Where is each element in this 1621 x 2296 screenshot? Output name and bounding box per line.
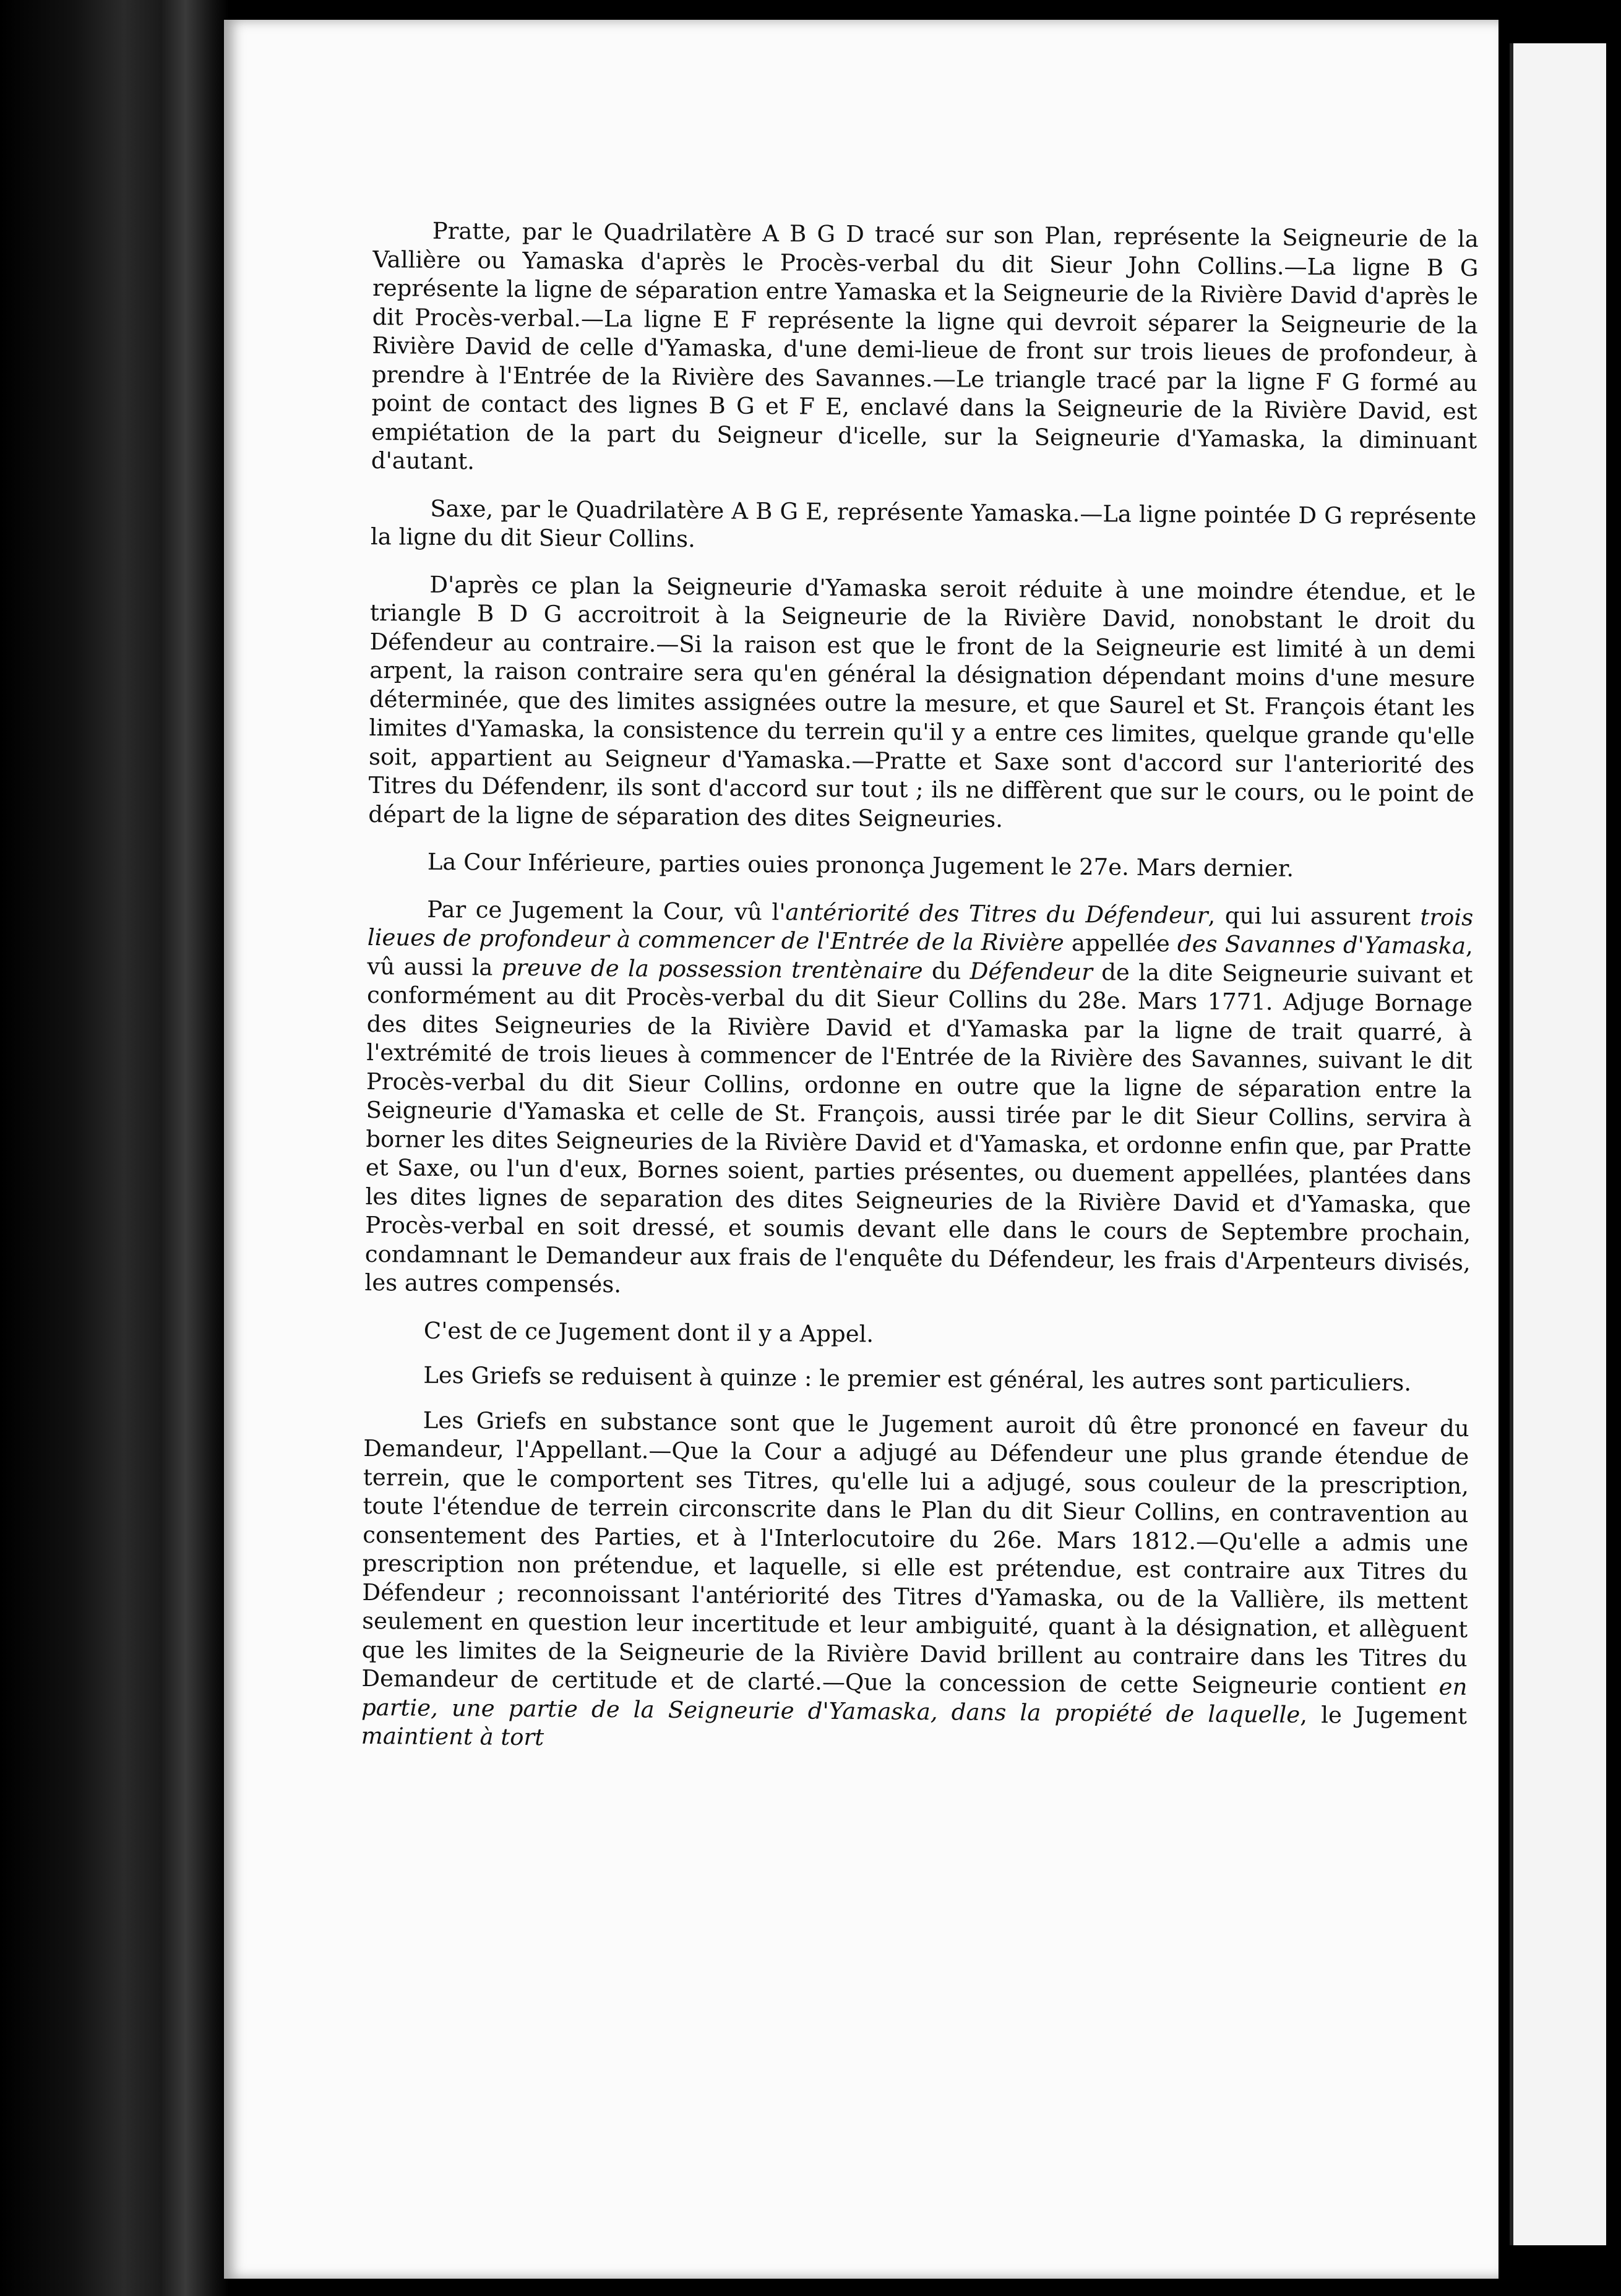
paragraph-8 — [361, 1405, 1469, 1759]
text-segment-italic: en partie, une partie de la Seigneurie d'Yamaska, dans la propiété de laquelle — [361, 1673, 1468, 1728]
text-column — [361, 216, 1479, 1778]
text-segment: Les Griefs en substance sont que le Jugement auroit dû être prononcé en faveur du Demandeur, l'Appellant.—Que la Cour a adjugé au Défendeur une plus grande étendue de terrein, que le comportent ses Titres, qu'elle lui a adjugé, sous couleur de la prescription, toute l'étendue de terrein circonscrite dans le Plan du dit Sieur Collins, en contravention au consentement des Parties, et à l'Interlocutoire du 26e. Mars 1812.—Qu'elle a admis une prescription non prétendue, et laquelle, si elle est prétendue, est contraire aux Titres du Défendeur ; reconnoissant l'antériorité des Titres d'Yamaska, ou de la Vallière, ils mettent seulement en question leur incertitude et leur ambiguité, quant à la désignation, et allèguent que les limites de la Seigneurie de la Rivière David brillent au contraire dans les Titres du Demandeur de certitude et de clarté.—Que la concession de cette Seigneurie contient — [361, 1407, 1469, 1700]
paragraph-2 — [371, 494, 1477, 560]
text-segment: C'est de ce Jugement dont il y a Appel. — [423, 1317, 874, 1347]
paragraph-4 — [368, 847, 1474, 885]
text-segment-italic: Défendeur — [970, 957, 1093, 985]
text-segment: de la dite Seigneurie suivant et conformément au dit Procès-verbal du dit Sieur Collins du 28e. Mars 1771. Adjuge Bornage des dites Seigneuries de la Rivière David et d'Yamaska par la ligne de trait quarré, à l'extrémité de trois lieues à commencer de l'Entrée de la Rivière des Savannes, suivant le dit Procès-verbal du dit Sieur Collins, ordonne en outre que la ligne de séparation entre la Seigneurie d'Yamaska et celle de St. François, aussi tirée par le dit Sieur Collins, servira à borner les dites Seigneuries de la Rivière David et d'Yamaska, et ordonne enfin que, par Pratte et Saxe, ou l'un d'eux, Bornes soient, parties présentes, ou duement appellées, plantées dans les dites lignes de separation des dites Seigneuries de la Rivière David et d'Yamaska, que Procès-verbal en soit dressé, et soumis devant elle dans le cours de Septembre prochain, condamnant le Demandeur aux frais de l'enquête du Défendeur, les frais d'Arpenteurs divisés, les autres compensés. — [364, 958, 1473, 1298]
text-segment-italic: trois lieues de profondeur à commencer de l'Entrée de la Rivière — [367, 903, 1474, 956]
text-segment: du — [922, 957, 970, 985]
text-segment: Pratte, par le Quadrilatère A B G D tracé sur son Plan, représente la Seigneurie de la Vallière ou Yamaska d'après le Procès-verbal du dit Sieur John Collins.—La ligne B G représente la ligne de séparation entre Yamaska et la Seigneurie de la Rivière David d'après le dit Procès-verbal.—La ligne E F représente la ligne qui devroit séparer la Seigneurie de la Rivière David de celle d'Yamaska, d'une demi-lieue de front sur trois lieues de profondeur, à prendre à l'Entrée de la Rivière des Savannes.—Le triangle tracé par la ligne F G formé au point de contact des lignes B G et F E, enclavé dans la Seigneurie de la Rivière David, est empiétation de la part du Seigneur d'icelle, sur la Seigneurie d'Yamaska, la diminuant d'autant. — [371, 217, 1479, 475]
text-segment: , vû aussi la — [367, 932, 1473, 981]
text-segment-italic: maintient à tort — [361, 1722, 544, 1751]
paragraph-6 — [364, 1316, 1470, 1353]
book-gutter — [0, 0, 229, 2296]
text-segment: , le Jugement — [1300, 1701, 1468, 1729]
paragraph-5 — [364, 894, 1473, 1306]
text-segment: Les Griefs se reduisent à quinze : le premier est général, les autres sont particuliers. — [423, 1361, 1412, 1397]
text-segment-italic: des Savannes d'Yamaska — [1177, 930, 1466, 959]
text-segment: appellée — [1064, 929, 1178, 957]
text-segment: La Cour Inférieure, parties ouies prononça Jugement le 27e. Mars dernier. — [427, 848, 1294, 882]
text-segment-italic: antériorité des Titres du Défendeur — [785, 898, 1208, 929]
text-segment: Saxe, par le Quadrilatère A B G E, représente Yamaska.—La ligne pointée D G représente la ligne du dit Sieur Collins. — [370, 495, 1477, 553]
text-segment: D'après ce plan la Seigneurie d'Yamaska seroit réduite à une moindre étendue, et le triangle B D G accroitroit à la Seigneurie de la Rivière David, nonobstant le droit du Défendeur au contraire.—Si la raison est que le front de la Seigneurie est limité à un demi arpent, la raison contraire sera qu'en général la désignation dépendant moins d'une mesure déterminée, que des limites assignées outre la mesure, et que Saurel et St. François étant les limites d'Yamaska, la consistence du terrein qu'il y a entre ces limites, quelque grande qu'elle soit, appartient au Seigneur d'Yamaska.—Pratte et Saxe sont d'accord sur l'anteriorité des Titres du Défendenr, ils sont d'accord sur tout ; ils ne diffèrent que sur le cours, ou le point de départ de la ligne de séparation des dites Seigneuries. — [368, 571, 1476, 833]
facing-page-edge — [1510, 43, 1606, 2245]
text-segment: , qui lui assurent — [1208, 902, 1421, 930]
paragraph-3 — [368, 570, 1476, 837]
text-segment-italic: preuve de la possession trentènaire — [501, 954, 923, 984]
text-segment: Par ce Jugement la Cour, vû l' — [427, 896, 786, 925]
paragraph-1 — [371, 216, 1479, 484]
paragraph-7 — [364, 1361, 1469, 1399]
